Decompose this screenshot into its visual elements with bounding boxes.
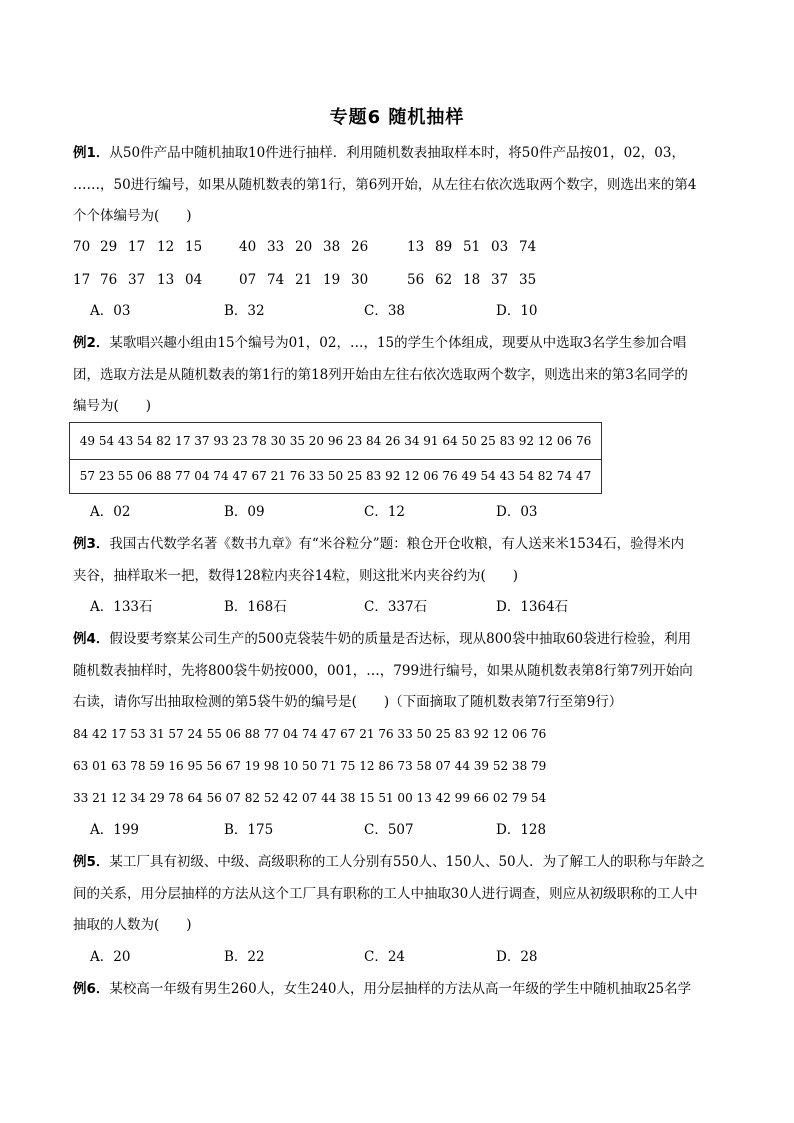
option-d: D．28 bbox=[496, 949, 538, 965]
number-cell: 12 bbox=[157, 239, 175, 255]
number-cell: 03 bbox=[491, 239, 509, 255]
number-cell: 74 bbox=[519, 239, 537, 255]
number-cell: 20 bbox=[295, 239, 313, 255]
table-row: 57 23 55 06 88 77 04 74 47 67 21 76 33 50 25 83 92 12 06 76 49 54 43 54 82 74 47 bbox=[79, 469, 592, 483]
ex1-label: 例1． bbox=[73, 145, 110, 161]
ex2-line3: 编号为( ) bbox=[73, 398, 152, 414]
number-cell: 17 bbox=[73, 272, 91, 288]
ex3-label: 例3． bbox=[73, 536, 110, 552]
number-cell: 26 bbox=[351, 239, 369, 255]
ex3-line2: 夹谷，抽样取米一把，数得128粒内夹谷14粒，则这批米内夹谷约为( ) bbox=[73, 568, 518, 584]
ex3-line1: 例3．我国古代数学名著《数书九章》有“米谷粒分”题：粮仓开仓收粮，有人送来米1534石，验得米内 bbox=[73, 536, 685, 552]
option-b: B．32 bbox=[224, 303, 265, 319]
ex4-label: 例4． bbox=[73, 631, 110, 647]
ex4-line3: 右读，请你写出抽取检测的第5袋牛奶的编号是( )（下面摘取了随机数表第7行至第9行） bbox=[73, 694, 623, 710]
ex4-line2: 随机数表抽样时，先将800袋牛奶按000，001，…，799进行编号，如果从随机数表第8行第7列开始向 bbox=[73, 663, 693, 679]
ex4-digits-row9: 33 21 12 34 29 78 64 56 07 82 52 42 07 44 38 15 51 00 13 42 99 66 02 79 54 bbox=[73, 791, 547, 805]
random-number-table bbox=[69, 422, 602, 494]
number-cell: 51 bbox=[463, 239, 481, 255]
number-cell: 62 bbox=[435, 272, 453, 288]
ex1-options bbox=[90, 301, 710, 321]
option-a: A．03 bbox=[90, 303, 131, 319]
ex2-options bbox=[90, 502, 710, 522]
number-cell: 04 bbox=[185, 272, 203, 288]
number-cell: 21 bbox=[295, 272, 313, 288]
number-cell: 33 bbox=[267, 239, 285, 255]
number-cell: 18 bbox=[463, 272, 481, 288]
ex5-line1: 例5．某工厂具有初级、中级、高级职称的工人分别有550人、150人、50人．为了解工人的职称与年龄之 bbox=[73, 854, 705, 870]
page-title: 专题6 随机抽样 bbox=[329, 107, 465, 128]
option-c: C．38 bbox=[364, 303, 406, 319]
option-d: D．128 bbox=[496, 822, 547, 838]
option-a: A．20 bbox=[90, 949, 131, 965]
option-b: B．09 bbox=[224, 504, 265, 520]
number-cell: 07 bbox=[239, 272, 257, 288]
option-c: C．24 bbox=[364, 949, 406, 965]
number-cell: 37 bbox=[491, 272, 509, 288]
number-cell: 74 bbox=[267, 272, 285, 288]
number-cell: 13 bbox=[157, 272, 175, 288]
option-a: A．199 bbox=[90, 822, 140, 838]
ex2-line1: 例2．某歌唱兴趣小组由15个编号为01，02，…，15的学生个体组成，现要从中选取3名学生参加合唱 bbox=[73, 335, 687, 351]
ex5-line2: 间的关系，用分层抽样的方法从这个工厂具有职称的工人中抽取30人进行调查，则应从初级职称的工人中 bbox=[73, 886, 698, 902]
ex4-digits-row7: 84 42 17 53 31 57 24 55 06 88 77 04 74 47 67 21 76 33 50 25 83 92 12 06 76 bbox=[73, 727, 547, 741]
number-cell: 89 bbox=[435, 239, 453, 255]
number-cell: 19 bbox=[323, 272, 341, 288]
number-cell: 40 bbox=[239, 239, 257, 255]
ex2-label: 例2． bbox=[73, 335, 110, 351]
option-b: B．168石 bbox=[224, 599, 287, 615]
ex1-line2: ……，50进行编号，如果从随机数表的第1行，第6列开始，从左往右依次选取两个数字，则选出来的第4 bbox=[73, 177, 697, 193]
ex4-line1: 例4．假设要考察某公司生产的500克袋装牛奶的质量是否达标，现从800袋中抽取60袋进行检验，利用 bbox=[73, 631, 692, 647]
option-c: C．337石 bbox=[364, 599, 428, 615]
ex4-options bbox=[90, 820, 710, 840]
number-cell: 38 bbox=[323, 239, 341, 255]
ex5-options bbox=[90, 947, 710, 967]
number-cell: 13 bbox=[407, 239, 425, 255]
number-cell: 30 bbox=[351, 272, 369, 288]
option-b: B．175 bbox=[224, 822, 274, 838]
option-a: A．02 bbox=[90, 504, 131, 520]
option-b: B．22 bbox=[224, 949, 265, 965]
option-d: D．10 bbox=[496, 303, 538, 319]
number-cell: 35 bbox=[519, 272, 537, 288]
number-cell: 70 bbox=[73, 239, 91, 255]
table-row: 49 54 43 54 82 17 37 93 23 78 30 35 20 96 23 84 26 34 91 64 50 25 83 92 12 06 76 bbox=[70, 423, 601, 460]
ex1-line3: 个个体编号为( ) bbox=[73, 208, 192, 224]
number-cell: 15 bbox=[185, 239, 203, 255]
number-cell: 29 bbox=[100, 239, 118, 255]
ex6-line1: 例6．某校高一年级有男生260人，女生240人，用分层抽样的方法从高一年级的学生中随机抽取25名学 bbox=[73, 981, 692, 997]
ex2-line2: 团，选取方法是从随机数表的第1行的第18列开始由左往右依次选取两个数字，则选出来的第3名同学的 bbox=[73, 367, 688, 383]
number-cell: 56 bbox=[407, 272, 425, 288]
ex6-label: 例6． bbox=[73, 981, 110, 997]
option-c: C．12 bbox=[364, 504, 406, 520]
number-cell: 76 bbox=[100, 272, 118, 288]
option-d: D．1364石 bbox=[496, 599, 569, 615]
ex3-options bbox=[90, 597, 710, 617]
ex5-label: 例5． bbox=[73, 854, 110, 870]
ex1-line1: 例1．从50件产品中随机抽取10件进行抽样．利用随机数表抽取样本时，将50件产品按01，02，03， bbox=[73, 145, 685, 161]
ex5-line3: 抽取的人数为( ) bbox=[73, 917, 192, 933]
number-cell: 37 bbox=[128, 272, 146, 288]
option-c: C．507 bbox=[364, 822, 414, 838]
ex4-digits-row8: 63 01 63 78 59 16 95 56 67 19 98 10 50 71 75 12 86 73 58 07 44 39 52 38 79 bbox=[73, 759, 547, 773]
number-cell: 17 bbox=[128, 239, 146, 255]
option-a: A．133石 bbox=[90, 599, 153, 615]
option-d: D．03 bbox=[496, 504, 538, 520]
